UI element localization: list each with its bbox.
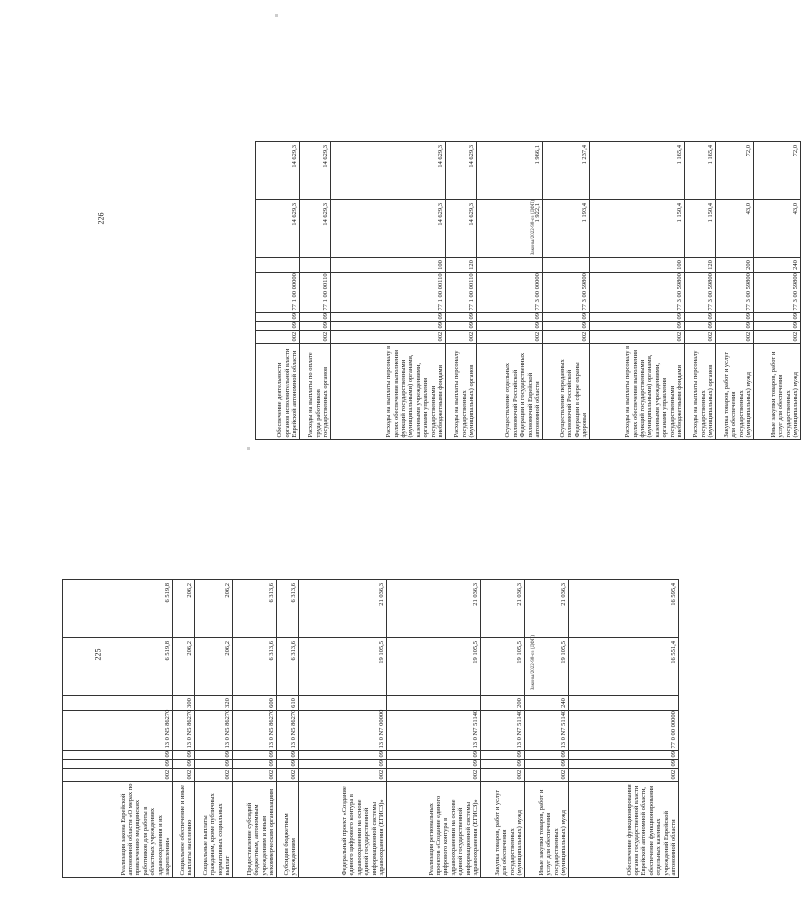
budget-table-225	[62, 579, 679, 878]
row-description: Расходы на выплаты персоналу государственных (муниципальных) органов	[446, 344, 477, 440]
code-ved: 002	[525, 769, 569, 782]
code-vr	[63, 696, 173, 711]
code-pr: 09	[300, 313, 331, 322]
code-pr: 09	[233, 751, 277, 760]
code-vr	[299, 696, 387, 711]
amount-year-1: 206,2	[173, 638, 195, 696]
table-row	[685, 142, 716, 440]
amount-year-2: 14 629,3	[256, 142, 300, 200]
page-number: 226	[96, 212, 106, 225]
table-row	[754, 142, 801, 440]
amount-year-2: 21 036,3	[387, 580, 481, 638]
code-vr: 600	[233, 696, 277, 711]
code-pr: 09	[477, 313, 543, 322]
amount-year-2: 21 036,3	[299, 580, 387, 638]
table-row	[387, 580, 481, 878]
code-pr: 09	[525, 751, 569, 760]
code-rz: 09	[716, 322, 754, 331]
amount-year-2: 72,0	[716, 142, 754, 200]
code-pr: 09	[63, 751, 173, 760]
code-vr	[477, 258, 543, 273]
row-description: Иные закупки товаров, работ и услуг для обеспечения государственных (муниципальных) нужд	[525, 782, 569, 878]
row-description: Обеспечение деятельности органов исполнительной власти Еврейской автономной области	[256, 344, 300, 440]
code-ved: 002	[716, 331, 754, 344]
code-vr	[256, 258, 300, 273]
amount-year-2: 6 313,6	[277, 580, 299, 638]
code-csr: 77 3 00 59800	[543, 273, 590, 313]
code-ved: 002	[590, 331, 685, 344]
row-description: Социальные выплаты гражданам, кроме публичных нормативных социальных выплат	[195, 782, 233, 878]
table-row	[277, 580, 299, 878]
row-description: Реализация закона Еврейской автономной области «О мерах по привлечению медицинских работников для работы в областных учреждениях здравоохранения и их закреплении»	[63, 782, 173, 878]
code-pr: 09	[195, 751, 233, 760]
code-pr: 09	[173, 751, 195, 760]
code-pr: 09	[569, 751, 679, 760]
amount-year-2: 14 629,3	[446, 142, 477, 200]
amount-year-1: 1 922,1	[477, 200, 543, 258]
amount-year-2: 1 237,4	[543, 142, 590, 200]
table-row	[299, 580, 387, 878]
amount-year-2: 206,2	[195, 580, 233, 638]
amount-year-1: 6 519,8	[63, 638, 173, 696]
table-row	[173, 580, 195, 878]
amount-year-1: 19 105,5	[387, 638, 481, 696]
amount-year-2: 14 629,3	[331, 142, 446, 200]
code-vr: 320	[195, 696, 233, 711]
row-description: Осуществление переданных полномочий Российской Федерации в сфере охраны здоровья	[543, 344, 590, 440]
amount-year-2: 1 966,1	[477, 142, 543, 200]
code-pr: 09	[299, 751, 387, 760]
code-csr: 77 1 00 00110	[446, 273, 477, 313]
code-rz: 09	[481, 760, 525, 769]
code-csr: 77 3 00 59800	[716, 273, 754, 313]
table-row	[481, 580, 525, 878]
code-rz: 09	[277, 760, 299, 769]
code-ved: 002	[685, 331, 716, 344]
amount-year-1: 206,2	[195, 638, 233, 696]
code-ved: 002	[233, 769, 277, 782]
code-rz: 09	[569, 760, 679, 769]
code-rz: 09	[256, 322, 300, 331]
amount-year-1: 14 629,3	[446, 200, 477, 258]
code-pr: 09	[590, 313, 685, 322]
code-ved: 002	[256, 331, 300, 344]
code-rz: 09	[173, 760, 195, 769]
row-description: Федеральный проект «Создание единого цифрового контура в здравоохранении на основе единой государственной информационной системы здравоохранения (ЕГИСЗ)»	[299, 782, 387, 878]
row-description: Расходы на выплаты персоналу в целях обеспечения выполнения функций государственными (муниципальными) органами, казенными учреждениями, органами управления государственными внебюджетными фондами	[331, 344, 446, 440]
code-rz: 09	[754, 322, 801, 331]
row-description: Обеспечение функционирования органов государственной власти Еврейской автономной области, обеспечение функционирования отдельных казенных учреждений Еврейской автономной области	[569, 782, 679, 878]
code-csr: 77 3 00 59800	[685, 273, 716, 313]
row-description: Осуществление отдельных полномочий Российской Федерации и государственных полномочий Еврейской автономной области	[477, 344, 543, 440]
code-rz: 09	[446, 322, 477, 331]
code-ved: 002	[569, 769, 679, 782]
code-pr: 09	[256, 313, 300, 322]
code-rz: 09	[331, 322, 446, 331]
amount-year-1: 1 193,4	[543, 200, 590, 258]
table-row	[477, 142, 543, 440]
code-csr: 77 3 00 59800	[754, 273, 801, 313]
code-vr: 120	[685, 258, 716, 273]
scan-speck	[275, 14, 278, 17]
table-row	[256, 142, 300, 440]
table-row	[590, 142, 685, 440]
amount-year-1: 16 551,4	[569, 638, 679, 696]
code-pr: 09	[446, 313, 477, 322]
amount-year-1: 19 105,5	[481, 638, 525, 696]
code-rz: 09	[300, 322, 331, 331]
code-rz: 09	[63, 760, 173, 769]
code-ved: 002	[387, 769, 481, 782]
amount-year-2: 72,0	[754, 142, 801, 200]
table-row	[716, 142, 754, 440]
code-vr: 200	[716, 258, 754, 273]
code-pr: 09	[685, 313, 716, 322]
code-pr: 09	[387, 751, 481, 760]
amount-year-1: 6 313,6	[233, 638, 277, 696]
code-pr: 09	[716, 313, 754, 322]
code-pr: 09	[543, 313, 590, 322]
table-row	[300, 142, 331, 440]
amount-year-1: 6 313,6	[277, 638, 299, 696]
row-description: Расходы на выплаты персоналу в целях обеспечения выполнения функций государственными (муниципальными) органами, казенными учреждениями, органами управления государственными внебюджетными фондами	[590, 344, 685, 440]
code-rz: 09	[543, 322, 590, 331]
code-csr: 13 0 N5 86270	[233, 711, 277, 751]
budget-table-226	[255, 141, 801, 440]
code-rz: 09	[387, 760, 481, 769]
code-rz: 09	[233, 760, 277, 769]
code-rz: 09	[525, 760, 569, 769]
row-description: Социальное обеспечение и иные выплаты населению	[173, 782, 195, 878]
amount-year-2: 14 629,3	[300, 142, 331, 200]
code-ved: 002	[446, 331, 477, 344]
code-ved: 002	[754, 331, 801, 344]
code-csr: 13 0 N5 86270	[63, 711, 173, 751]
amount-year-2: 206,2	[173, 580, 195, 638]
amount-year-1: 43,0	[754, 200, 801, 258]
row-description: Закупка товаров, работ и услуг для обеспечения государственных (муниципальных) нужд	[481, 782, 525, 878]
code-csr: 77 1 00 00000	[256, 273, 300, 313]
row-description: Субсидии бюджетным учреждениям	[277, 782, 299, 878]
code-csr: 13 0 N5 86270	[173, 711, 195, 751]
code-vr	[543, 258, 590, 273]
amount-year-1: 43,0	[716, 200, 754, 258]
amount-year-1: 19 105,5	[299, 638, 387, 696]
code-pr: 09	[481, 751, 525, 760]
budget-table	[62, 579, 679, 878]
code-rz: 09	[477, 322, 543, 331]
code-vr: 100	[590, 258, 685, 273]
code-rz: 09	[299, 760, 387, 769]
amount-year-1: 1 150,4	[590, 200, 685, 258]
amount-year-2: 1 165,4	[590, 142, 685, 200]
table-row	[63, 580, 173, 878]
page-footer: Законы/2022-98-оз (ДФП)	[531, 199, 537, 256]
code-ved: 002	[481, 769, 525, 782]
amount-year-2: 21 036,3	[481, 580, 525, 638]
code-rz: 09	[590, 322, 685, 331]
code-vr	[387, 696, 481, 711]
code-rz: 09	[685, 322, 716, 331]
code-vr	[569, 696, 679, 711]
code-csr: 77 1 00 00110	[300, 273, 331, 313]
table-row	[233, 580, 277, 878]
code-csr: 13 0 N5 86270	[195, 711, 233, 751]
table-row	[195, 580, 233, 878]
row-description: Реализация региональных проектов «Создание единого цифрового контура в здравоохранении на основе единой государственной информационной системы здравоохранения (ЕГИСЗ)»	[387, 782, 481, 878]
amount-year-2: 21 036,3	[525, 580, 569, 638]
code-csr: 13 0 N7 51140	[525, 711, 569, 751]
code-csr: 77 0 00 00000	[569, 711, 679, 751]
table-row	[569, 580, 679, 878]
code-vr: 240	[525, 696, 569, 711]
code-pr: 09	[277, 751, 299, 760]
amount-year-1: 14 629,3	[331, 200, 446, 258]
code-csr: 77 1 00 00110	[331, 273, 446, 313]
table-row	[525, 580, 569, 878]
row-description: Расходы на выплаты персоналу государственных (муниципальных) органов	[685, 344, 716, 440]
row-description: Расходы на выплаты по оплате труда работников государственных органов	[300, 344, 331, 440]
amount-year-2: 1 165,4	[685, 142, 716, 200]
code-csr: 77 3 00 59800	[590, 273, 685, 313]
scan-speck	[247, 447, 250, 450]
code-ved: 002	[173, 769, 195, 782]
code-ved: 002	[543, 331, 590, 344]
amount-year-2: 16 595,4	[569, 580, 679, 638]
code-ved: 002	[299, 769, 387, 782]
code-ved: 002	[477, 331, 543, 344]
page-number: 225	[93, 648, 103, 661]
code-ved: 002	[63, 769, 173, 782]
amount-year-1: 19 105,5	[525, 638, 569, 696]
code-csr: 13 0 N7 00000	[299, 711, 387, 751]
code-rz: 09	[195, 760, 233, 769]
amount-year-1: 1 150,4	[685, 200, 716, 258]
code-csr: 13 0 N7 51140	[387, 711, 481, 751]
code-vr	[300, 258, 331, 273]
table-row	[331, 142, 446, 440]
code-pr: 09	[754, 313, 801, 322]
code-ved: 002	[277, 769, 299, 782]
code-csr: 77 3 00 00000	[477, 273, 543, 313]
code-vr: 200	[481, 696, 525, 711]
page-footer: Законы/2022-98-оз (ДФП)	[531, 634, 537, 691]
amount-year-1: 14 629,3	[256, 200, 300, 258]
code-csr: 13 0 N5 86270	[277, 711, 299, 751]
code-ved: 002	[300, 331, 331, 344]
code-vr: 240	[754, 258, 801, 273]
row-description: Иные закупки товаров, работ и услуг для обеспечения государственных (муниципальных) нужд	[754, 344, 801, 440]
amount-year-1: 14 629,3	[300, 200, 331, 258]
table-row	[543, 142, 590, 440]
row-description: Закупка товаров, работ и услуг для обеспечения государственных (муниципальных) нужд	[716, 344, 754, 440]
code-pr: 09	[331, 313, 446, 322]
row-description: Предоставление субсидий бюджетным, автономным учреждениям и иным некоммерческим организациям	[233, 782, 277, 878]
code-vr: 120	[446, 258, 477, 273]
code-vr: 610	[277, 696, 299, 711]
code-vr: 300	[173, 696, 195, 711]
amount-year-2: 6 519,8	[63, 580, 173, 638]
amount-year-2: 6 313,6	[233, 580, 277, 638]
code-vr: 100	[331, 258, 446, 273]
code-csr: 13 0 N7 51140	[481, 711, 525, 751]
code-ved: 002	[195, 769, 233, 782]
code-ved: 002	[331, 331, 446, 344]
budget-table	[255, 141, 801, 440]
table-row	[446, 142, 477, 440]
